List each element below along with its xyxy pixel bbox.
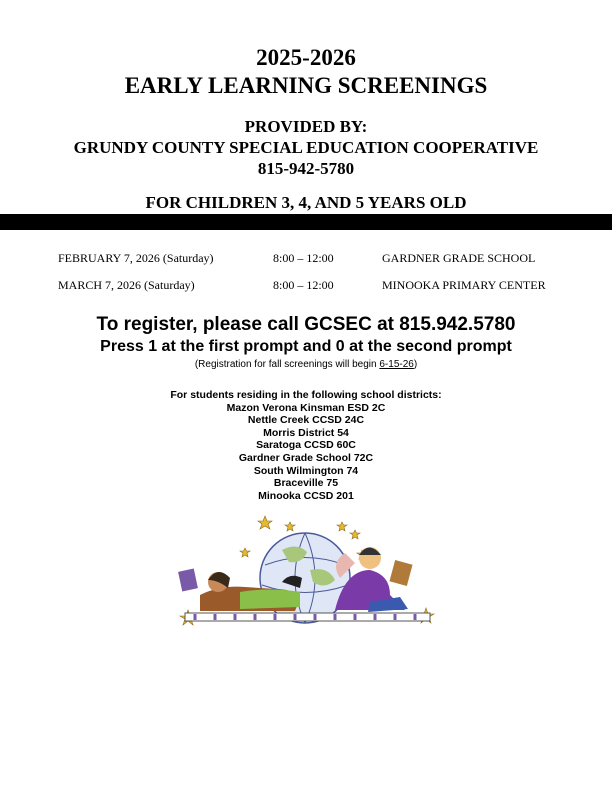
audience-heading: FOR CHILDREN 3, 4, AND 5 YEARS OLD <box>145 193 467 212</box>
district-item: Gardner Grade School 72C <box>238 451 374 464</box>
district-heading: For students residing in the following school districts: <box>170 389 442 401</box>
district-item: Saratoga CCSD 60C <box>256 439 356 452</box>
screening-location: GARDNER GRADE SCHOOL <box>382 251 536 265</box>
provider-phone: 815-942-5780 <box>257 159 355 178</box>
district-item: Braceville 75 <box>273 477 339 490</box>
phone-prompt-instructions: Press 1 at the first prompt and 0 at the second prompt <box>100 338 512 355</box>
district-item: South Wilmington 74 <box>253 464 359 477</box>
note-date: 6-15-26 <box>379 359 414 370</box>
district-item: Minooka CCSD 201 <box>258 489 354 502</box>
screening-time: 8:00 – 12:00 <box>273 278 334 292</box>
page-title <box>0 44 612 100</box>
provider-name: GRUNDY COUNTY SPECIAL EDUCATION COOPERATIVE <box>73 138 539 157</box>
title-year: 2025-2026 <box>256 45 356 70</box>
note-end: ) <box>413 359 418 370</box>
screening-date: MARCH 7, 2026 (Saturday) <box>58 278 195 292</box>
district-list <box>0 389 612 502</box>
district-item: Mazon Verona Kinsman ESD 2C <box>226 401 386 414</box>
screening-location: MINOOKA PRIMARY CENTER <box>382 278 546 292</box>
screening-date: FEBRUARY 7, 2026 (Saturday) <box>58 251 214 265</box>
district-item: Morris District 54 <box>263 426 349 439</box>
district-item: Nettle Creek CCSD 24C <box>247 414 365 427</box>
title-main: EARLY LEARNING SCREENINGS <box>124 73 488 98</box>
note-text: (Registration for fall screenings will begin <box>194 359 380 370</box>
divider-bar <box>0 214 612 230</box>
children-reading-globe-illustration <box>170 510 445 635</box>
screening-time: 8:00 – 12:00 <box>273 251 334 265</box>
provider-label: PROVIDED BY: <box>244 117 368 136</box>
provider-block <box>0 116 612 179</box>
register-instructions: To register, please call GCSEC at 815.942.5780 <box>96 314 516 335</box>
fall-registration-note <box>0 359 612 370</box>
